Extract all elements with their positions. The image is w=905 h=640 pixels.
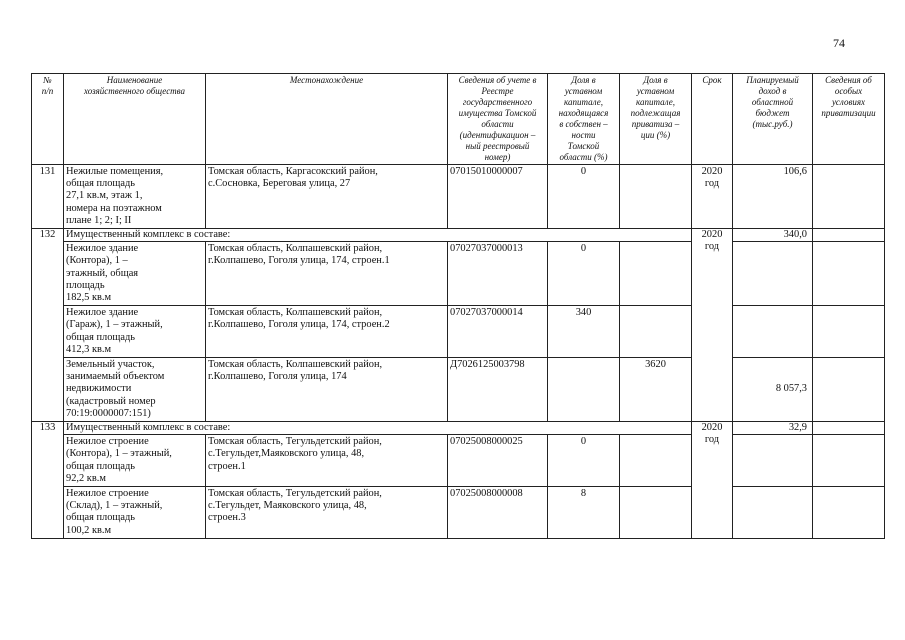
table-row — [32, 358, 885, 422]
property-name: Земельный участок, занимаемый объектом недвижимости (кадастровый номер 70:19:0000007:151) — [64, 358, 206, 422]
share-owned: 0 — [548, 242, 620, 306]
share-owned: 0 — [548, 435, 620, 487]
property-location: Томская область, Колпашевский район, г.Колпашево, Гоголя улица, 174, строен.2 — [206, 306, 448, 358]
row-number: 133 — [32, 422, 64, 539]
planned-income — [733, 435, 813, 487]
share-privatized — [620, 242, 692, 306]
share-privatized — [620, 306, 692, 358]
planned-income — [733, 306, 813, 358]
registry-number: 07015010000007 — [448, 165, 548, 229]
property-name: Нежилое строение (Склад), 1 – этажный, общая площадь 100,2 кв.м — [64, 487, 206, 539]
header-registry: Сведения об учете в Реестре государственного имущества Томской области (идентификацион – ный реестровый номер) — [448, 74, 548, 165]
property-location: Томская область, Тегульдетский район, с.Тегульдет,Маяковского улица, 48, строен.1 — [206, 435, 448, 487]
share-privatized: 3620 — [620, 358, 692, 422]
planned-income: 32,9 — [733, 422, 813, 435]
page-number: 74 — [833, 36, 845, 50]
header-income: Планируемый доход в областной бюджет (тыс.руб.) — [733, 74, 813, 165]
registry-number: 07027037000013 — [448, 242, 548, 306]
table-header-row — [32, 74, 885, 165]
row-number: 131 — [32, 165, 64, 229]
table-row — [32, 435, 885, 487]
table-row — [32, 487, 885, 539]
property-name: Нежилое строение (Контора), 1 – этажный, общая площадь 92,2 кв.м — [64, 435, 206, 487]
special-conditions — [813, 306, 885, 358]
property-location: Томская область, Колпашевский район, г.Колпашево, Гоголя улица, 174 — [206, 358, 448, 422]
special-conditions — [813, 422, 885, 435]
registry-number: Д7026125003798 — [448, 358, 548, 422]
planned-income: 8 057,3 — [733, 358, 813, 422]
header-name: Наименование хозяйственного общества — [64, 74, 206, 165]
planned-income — [733, 487, 813, 539]
header-term: Срок — [692, 74, 733, 165]
share-privatized — [620, 487, 692, 539]
property-location: Томская область, Каргасокский район, с.Сосновка, Береговая улица, 27 — [206, 165, 448, 229]
table-row — [32, 306, 885, 358]
share-owned: 0 — [548, 165, 620, 229]
privatization-table — [31, 73, 885, 539]
group-title: Имущественный комплекс в составе: — [64, 422, 692, 435]
planned-income — [733, 242, 813, 306]
table-row — [32, 242, 885, 306]
share-owned: 340 — [548, 306, 620, 358]
header-num: № п/п — [32, 74, 64, 165]
header-share-owned: Доля в уставном капитале, находящаяся в собствен – ности Томской области (%) — [548, 74, 620, 165]
share-privatized — [620, 435, 692, 487]
header-location: Местонахождение — [206, 74, 448, 165]
privatization-term: 2020 год — [692, 165, 733, 229]
table-row-group-header — [32, 229, 885, 242]
privatization-term: 2020 год — [692, 422, 733, 539]
header-conditions: Сведения об особых условиях приватизации — [813, 74, 885, 165]
table-row-group-header — [32, 422, 885, 435]
share-owned — [548, 358, 620, 422]
row-number: 132 — [32, 229, 64, 422]
registry-number: 07025008000008 — [448, 487, 548, 539]
property-name: Нежилое здание (Гараж), 1 – этажный, общая площадь 412,3 кв.м — [64, 306, 206, 358]
special-conditions — [813, 229, 885, 242]
registry-number: 07027037000014 — [448, 306, 548, 358]
special-conditions — [813, 242, 885, 306]
header-share-privatized: Доля в уставном капитале, подлежащая приватиза – ции (%) — [620, 74, 692, 165]
property-name: Нежилые помещения, общая площадь 27,1 кв.м, этаж 1, номера на поэтажном плане 1; 2; I; II — [64, 165, 206, 229]
group-title: Имущественный комплекс в составе: — [64, 229, 692, 242]
planned-income: 106,6 — [733, 165, 813, 229]
share-privatized — [620, 165, 692, 229]
special-conditions — [813, 358, 885, 422]
privatization-term: 2020 год — [692, 229, 733, 422]
special-conditions — [813, 435, 885, 487]
registry-number: 07025008000025 — [448, 435, 548, 487]
share-owned: 8 — [548, 487, 620, 539]
property-location: Томская область, Колпашевский район, г.Колпашево, Гоголя улица, 174, строен.1 — [206, 242, 448, 306]
table-row — [32, 165, 885, 229]
property-name: Нежилое здание (Контора), 1 – этажный, общая площадь 182,5 кв.м — [64, 242, 206, 306]
special-conditions — [813, 165, 885, 229]
special-conditions — [813, 487, 885, 539]
property-location: Томская область, Тегульдетский район, с.Тегульдет, Маяковского улица, 48, строен.3 — [206, 487, 448, 539]
planned-income: 340,0 — [733, 229, 813, 242]
